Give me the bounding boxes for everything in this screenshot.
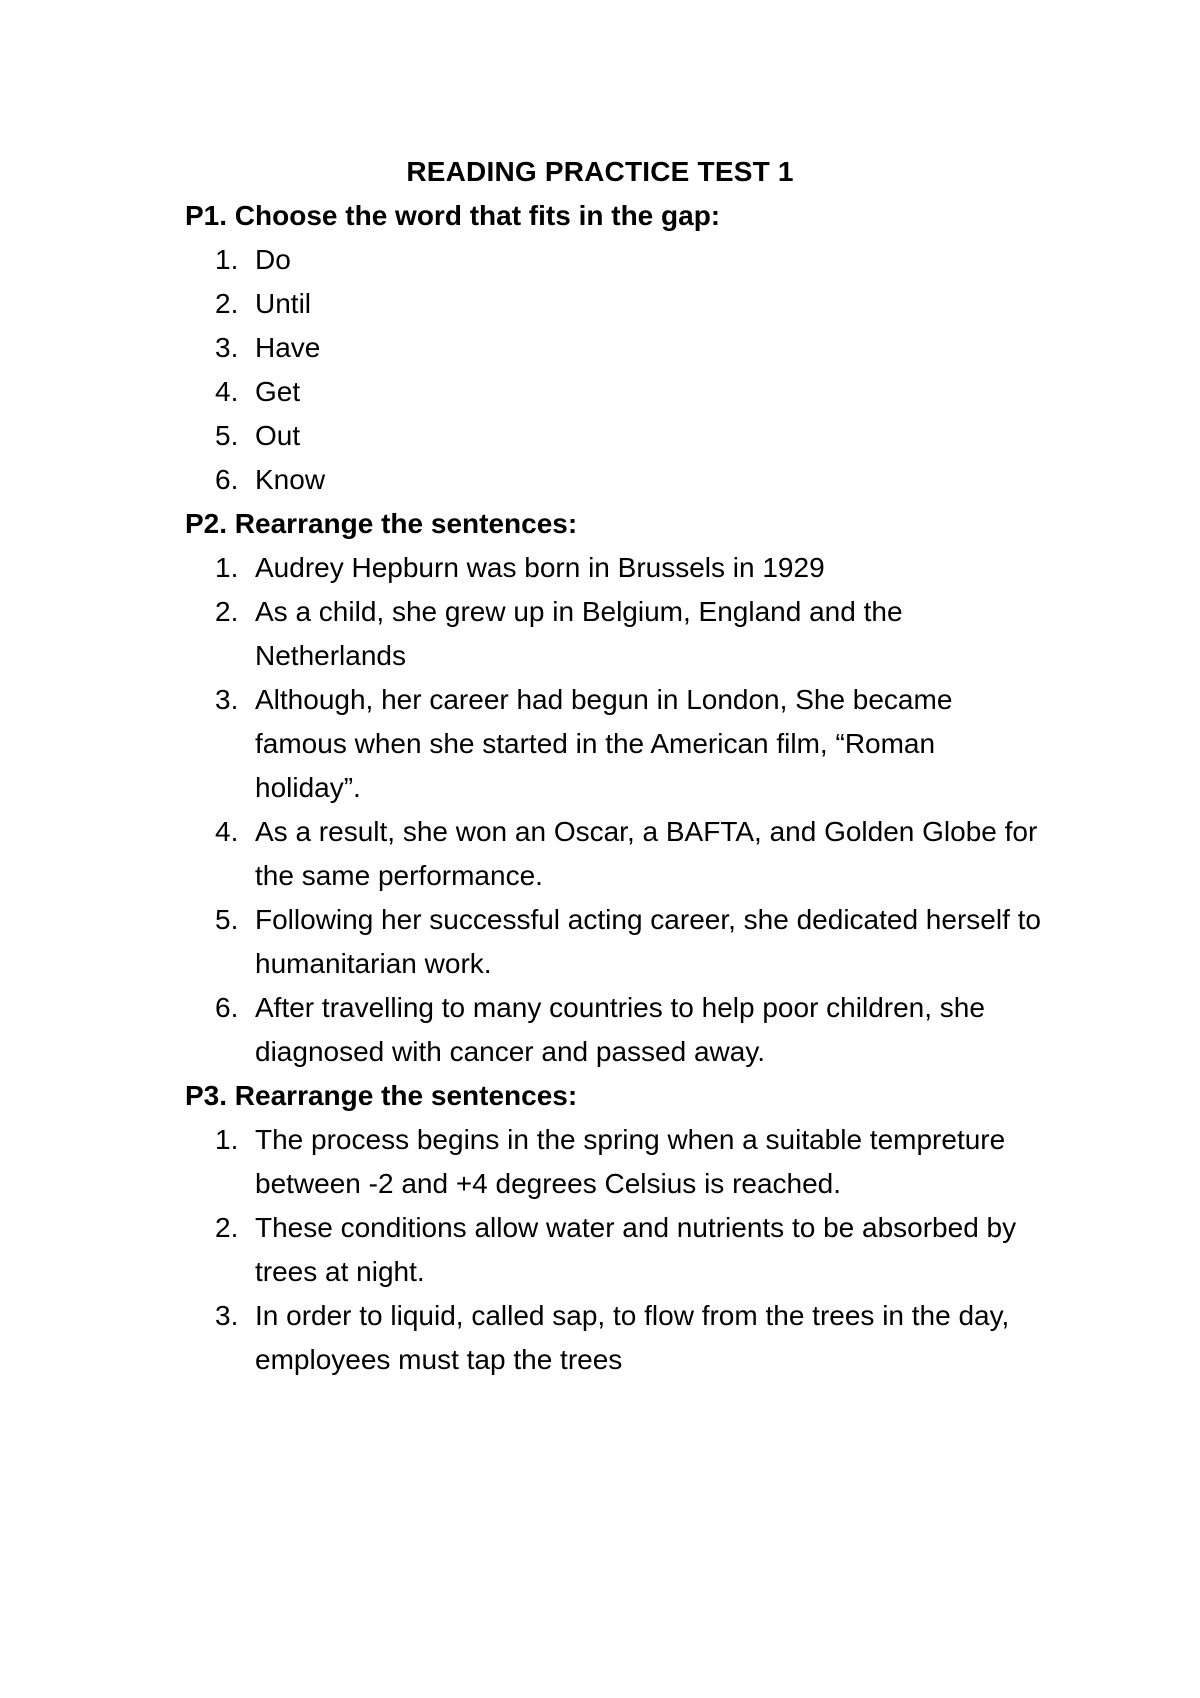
list-item [185, 546, 1045, 590]
sentence-list [185, 1118, 1045, 1382]
document-body [185, 194, 1045, 1382]
item-number: 4. [215, 376, 239, 407]
item-text: Do [255, 244, 291, 275]
item-number: 6. [215, 992, 239, 1023]
item-text: The process begins in the spring when a suitable tempreture between -2 and +4 degrees Celsius is reached. [255, 1124, 1006, 1199]
list-item [185, 986, 1045, 1074]
list-item [185, 810, 1045, 898]
list-item [185, 282, 1045, 326]
list-item [185, 678, 1045, 810]
list-item [185, 1118, 1045, 1206]
item-text: Have [255, 332, 321, 363]
item-number: 2. [215, 288, 239, 319]
item-number: 1. [215, 1124, 239, 1155]
item-number: 2. [215, 1212, 239, 1243]
item-number: 5. [215, 904, 239, 935]
item-text: Out [255, 420, 301, 451]
list-item [185, 414, 1045, 458]
item-text: Get [255, 376, 301, 407]
item-number: 3. [215, 332, 239, 363]
list-item [185, 458, 1045, 502]
item-text: After travelling to many countries to help poor children, she diagnosed with cancer and passed away. [255, 992, 985, 1067]
item-text: As a result, she won an Oscar, a BAFTA, and Golden Globe for the same performance. [255, 816, 1038, 891]
list-item [185, 238, 1045, 282]
item-number: 3. [215, 1300, 239, 1331]
list-item [185, 898, 1045, 986]
item-text: These conditions allow water and nutrients to be absorbed by trees at night. [255, 1212, 1017, 1287]
list-item [185, 370, 1045, 414]
section-heading: P2. Rearrange the sentences: [185, 508, 578, 539]
page-title: READING PRACTICE TEST 1 [406, 156, 794, 187]
section-heading: P3. Rearrange the sentences: [185, 1080, 578, 1111]
item-text: As a child, she grew up in Belgium, England and the Netherlands [255, 596, 903, 671]
item-number: 5. [215, 420, 239, 451]
item-number: 4. [215, 816, 239, 847]
list-item [185, 326, 1045, 370]
word-list [185, 238, 1045, 502]
list-item [185, 1206, 1045, 1294]
item-number: 3. [215, 684, 239, 715]
item-text: In order to liquid, called sap, to flow from the trees in the day, employees must tap the trees [255, 1300, 1010, 1375]
item-text: Know [255, 464, 326, 495]
item-text: Audrey Hepburn was born in Brussels in 1929 [255, 552, 825, 583]
section-heading: P1. Choose the word that fits in the gap: [185, 200, 721, 231]
item-text: Following her successful acting career, she dedicated herself to humanitarian work. [255, 904, 1041, 979]
list-item [185, 590, 1045, 678]
item-number: 6. [215, 464, 239, 495]
item-text: Although, her career had begun in London, She became famous when she started in the American film, “Roman holiday”. [255, 684, 953, 803]
section-p1 [185, 194, 1045, 502]
item-number: 1. [215, 552, 239, 583]
section-p2 [185, 502, 1045, 1074]
sentence-list [185, 546, 1045, 1074]
section-p3 [185, 1074, 1045, 1382]
list-item [185, 1294, 1045, 1382]
item-text: Until [255, 288, 312, 319]
item-number: 1. [215, 244, 239, 275]
item-number: 2. [215, 596, 239, 627]
